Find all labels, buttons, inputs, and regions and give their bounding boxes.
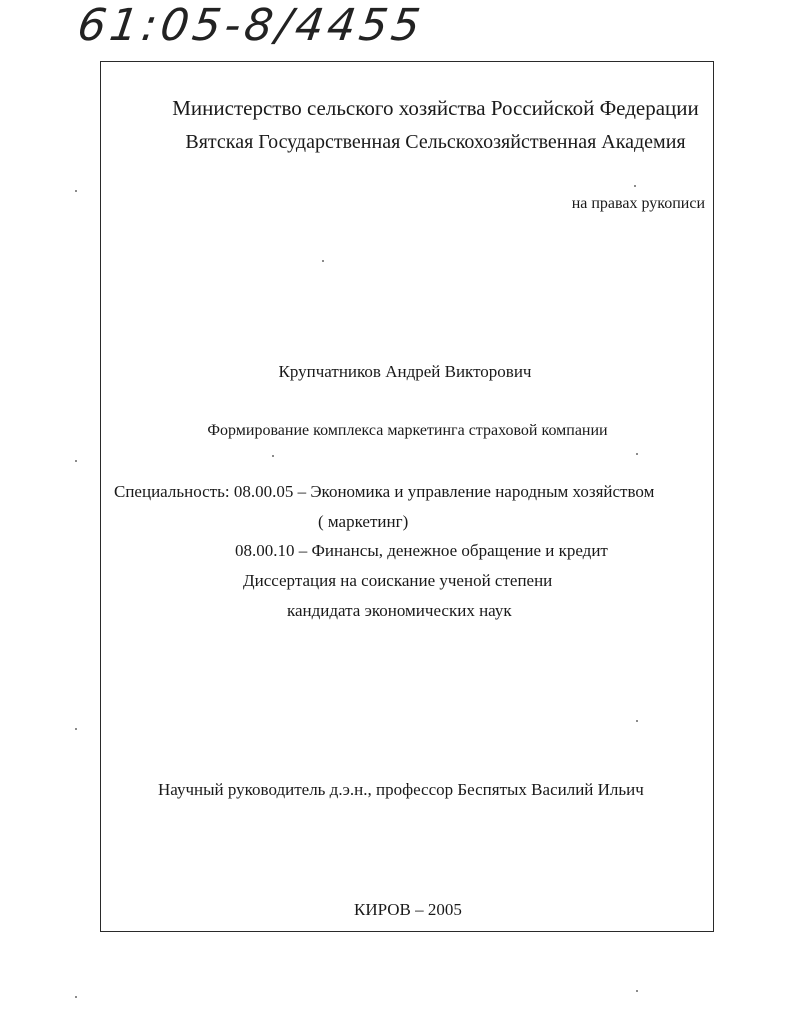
author-name: Крупчатников Андрей Викторович xyxy=(278,362,532,381)
scan-speck xyxy=(636,720,638,722)
scan-speck xyxy=(322,260,324,262)
manuscript-rights-note: на правах рукописи xyxy=(571,195,705,212)
scan-speck xyxy=(75,728,77,730)
scan-speck xyxy=(636,990,638,992)
academy-heading: Вятская Государственная Сельскохозяйственная Академия xyxy=(185,131,686,153)
archive-code-handwritten: 61:05-8/4455 xyxy=(74,0,428,51)
scan-speck xyxy=(75,460,77,462)
specialty-line-3: 08.00.10 – Финансы, денежное обращение и кредит xyxy=(235,541,608,560)
dissertation-degree-line-2: кандидата экономических наук xyxy=(287,601,512,620)
specialty-line-2: ( маркетинг) xyxy=(318,512,409,531)
scan-speck xyxy=(75,190,77,192)
ministry-heading: Министерство сельского хозяйства Российской Федерации xyxy=(172,96,699,120)
scan-speck xyxy=(636,453,638,455)
city-year: КИРОВ – 2005 xyxy=(354,900,462,919)
specialty-line-1: Специальность: 08.00.05 – Экономика и управление народным хозяйством xyxy=(114,482,655,501)
dissertation-title: Формирование комплекса маркетинга страховой компании xyxy=(207,422,608,439)
scan-speck xyxy=(75,996,77,998)
scan-speck xyxy=(272,455,274,457)
scientific-supervisor: Научный руководитель д.э.н., профессор Беспятых Василий Ильич xyxy=(158,780,644,799)
dissertation-degree-line-1: Диссертация на соискание ученой степени xyxy=(243,571,553,590)
scan-speck xyxy=(634,185,636,187)
